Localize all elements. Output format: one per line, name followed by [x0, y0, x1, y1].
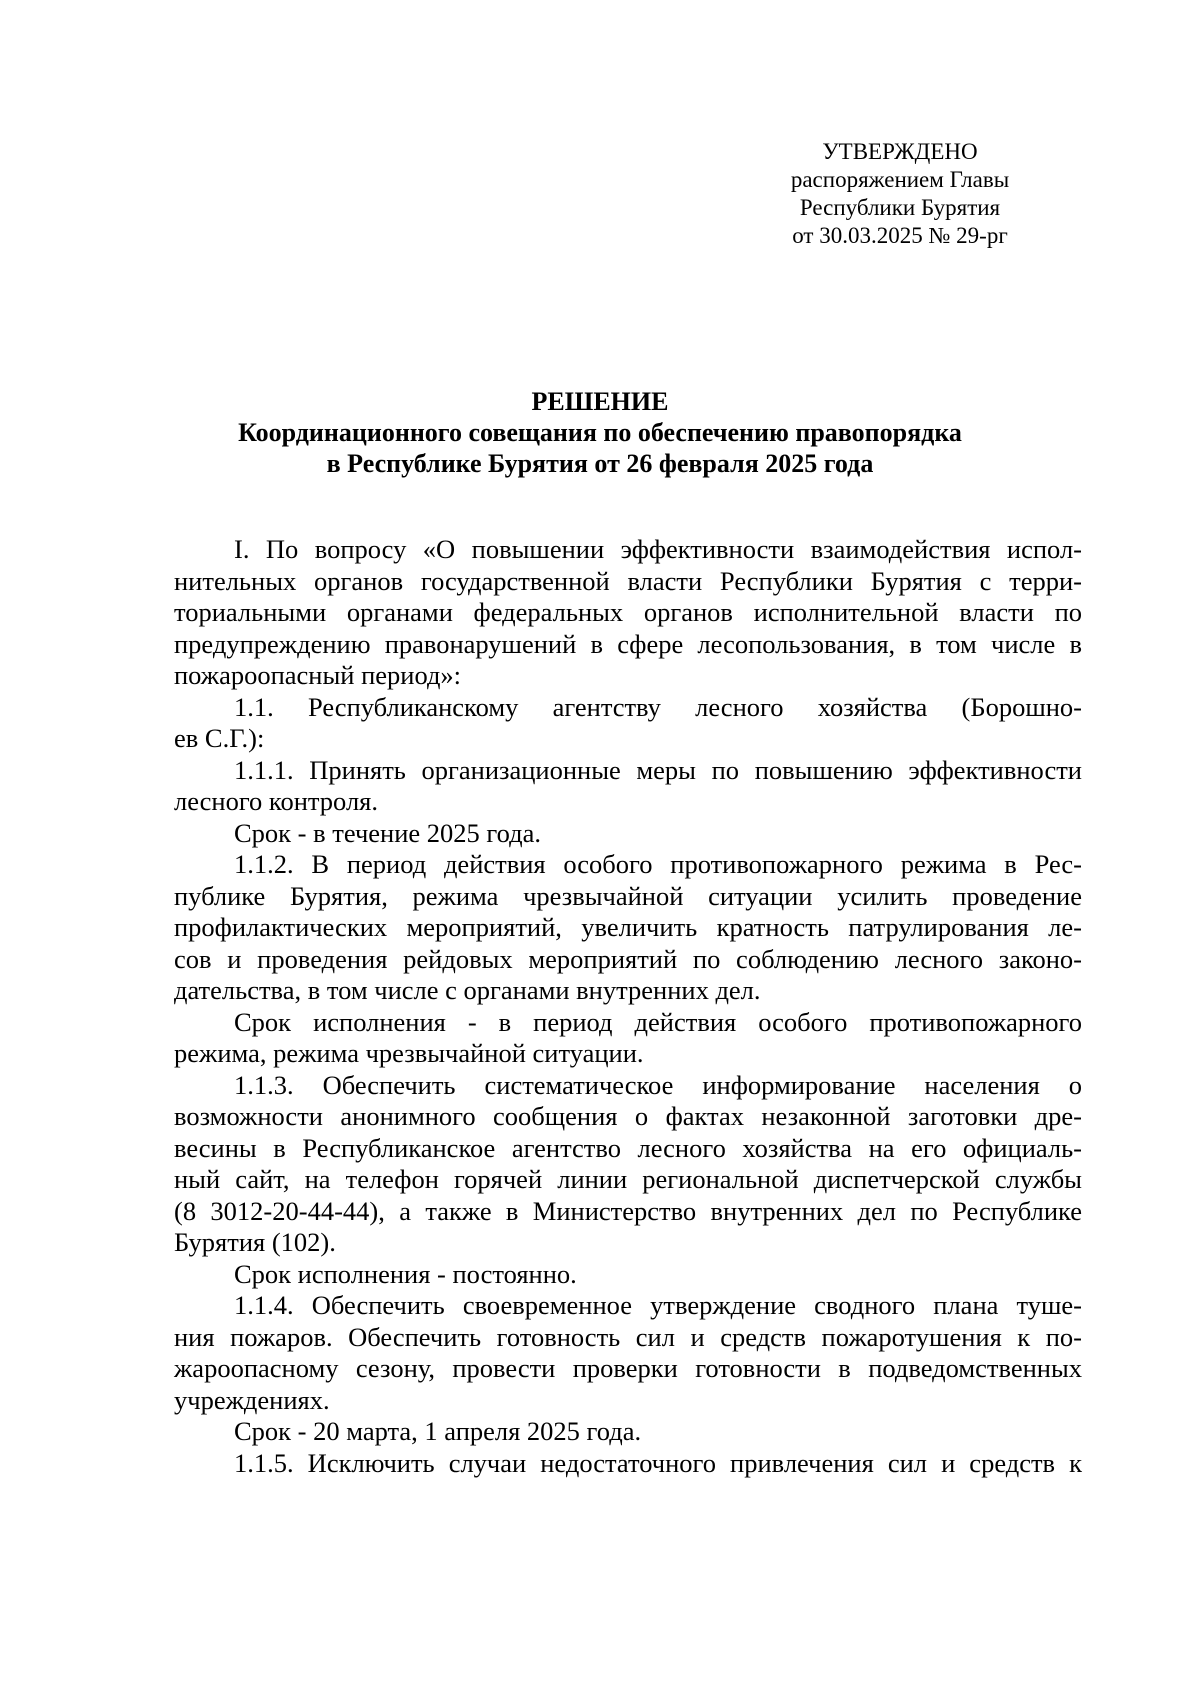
body-line: дательства, в том числе с органами внутренних дел.	[174, 975, 761, 1005]
body-line: публике Бурятия, режима чрезвычайной ситуации усилить проведение	[174, 880, 1082, 911]
body-line: Срок - в течение 2025 года.	[234, 817, 541, 848]
body-line: 1.1.5. Исключить случаи недостаточного привлечения сил и средств к	[234, 1447, 1082, 1478]
body-line: 1.1.2. В период действия особого противопожарного режима в Рес-	[234, 849, 1082, 879]
body-line: 1.1. Республиканскому агентству лесного хозяйства (Борошно-	[234, 691, 1082, 722]
body-line: Срок исполнения - постоянно.	[234, 1258, 577, 1289]
approval-date-number: от 30.03.2025 № 29-рг	[792, 223, 1008, 248]
body-line: 1.1.1. Принять организационные меры по повышению эффективности	[234, 754, 1082, 785]
body-line: 1.1.3. Обеспечить систематическое информирование населения о	[234, 1069, 1082, 1100]
body-line: весины в Республиканское агентство лесного хозяйства на его официаль-	[174, 1132, 1082, 1163]
body-line: (8 3012-20-44-44), а также в Министерство внутренних дел по Республике	[174, 1195, 1082, 1226]
body-line: лесного контроля.	[174, 786, 378, 816]
body-line: учреждениях.	[174, 1384, 330, 1415]
approval-heading: УТВЕРЖДЕНО	[822, 139, 978, 164]
title-decision: РЕШЕНИЕ	[531, 387, 669, 416]
body-line: Срок - 20 марта, 1 апреля 2025 года.	[234, 1416, 642, 1446]
body-line: нительных органов государственной власти Республики Бурятия с терри-	[174, 565, 1082, 596]
body-line: Срок исполнения - в период действия особого противопожарного	[234, 1006, 1082, 1037]
title-subject: Координационного совещания по обеспечению правопорядка	[238, 418, 962, 447]
body-line: ев С.Г.):	[174, 723, 265, 753]
approval-stamp	[755, 138, 1045, 250]
document-title	[0, 386, 1200, 479]
body-line: возможности анонимного сообщения о фактах незаконной заготовки дре-	[174, 1101, 1082, 1131]
body-line: ториальными органами федеральных органов исполнительной власти по	[174, 597, 1082, 627]
approval-order: распоряжением Главы	[790, 167, 1010, 192]
body-line: Бурятия (102).	[174, 1227, 336, 1257]
body-line: I. По вопросу «О повышении эффективности взаимодействия испол-	[234, 534, 1082, 564]
approval-republic: Республики Бурятия	[799, 195, 1001, 220]
document-body	[174, 534, 1082, 1479]
body-line: предупреждению правонарушений в сфере лесопользования, в том числе в	[174, 628, 1082, 659]
title-date: в Республике Бурятия от 26 февраля 2025 года	[326, 449, 874, 478]
body-line: пожароопасный период»:	[174, 660, 462, 690]
body-line: сов и проведения рейдовых мероприятий по соблюдению лесного законо-	[174, 943, 1082, 974]
body-line: режима, режима чрезвычайной ситуации.	[174, 1038, 644, 1068]
body-line: профилактических мероприятий, увеличить кратность патрулирования ле-	[174, 912, 1082, 942]
body-line: ния пожаров. Обеспечить готовность сил и средств пожаротушения к по-	[174, 1321, 1082, 1352]
body-line: ный сайт, на телефон горячей линии региональной диспетчерской службы	[174, 1164, 1082, 1194]
body-line: жароопасному сезону, провести проверки готовности в подведомственных	[174, 1353, 1082, 1383]
body-line: 1.1.4. Обеспечить своевременное утверждение сводного плана туше-	[234, 1290, 1082, 1320]
